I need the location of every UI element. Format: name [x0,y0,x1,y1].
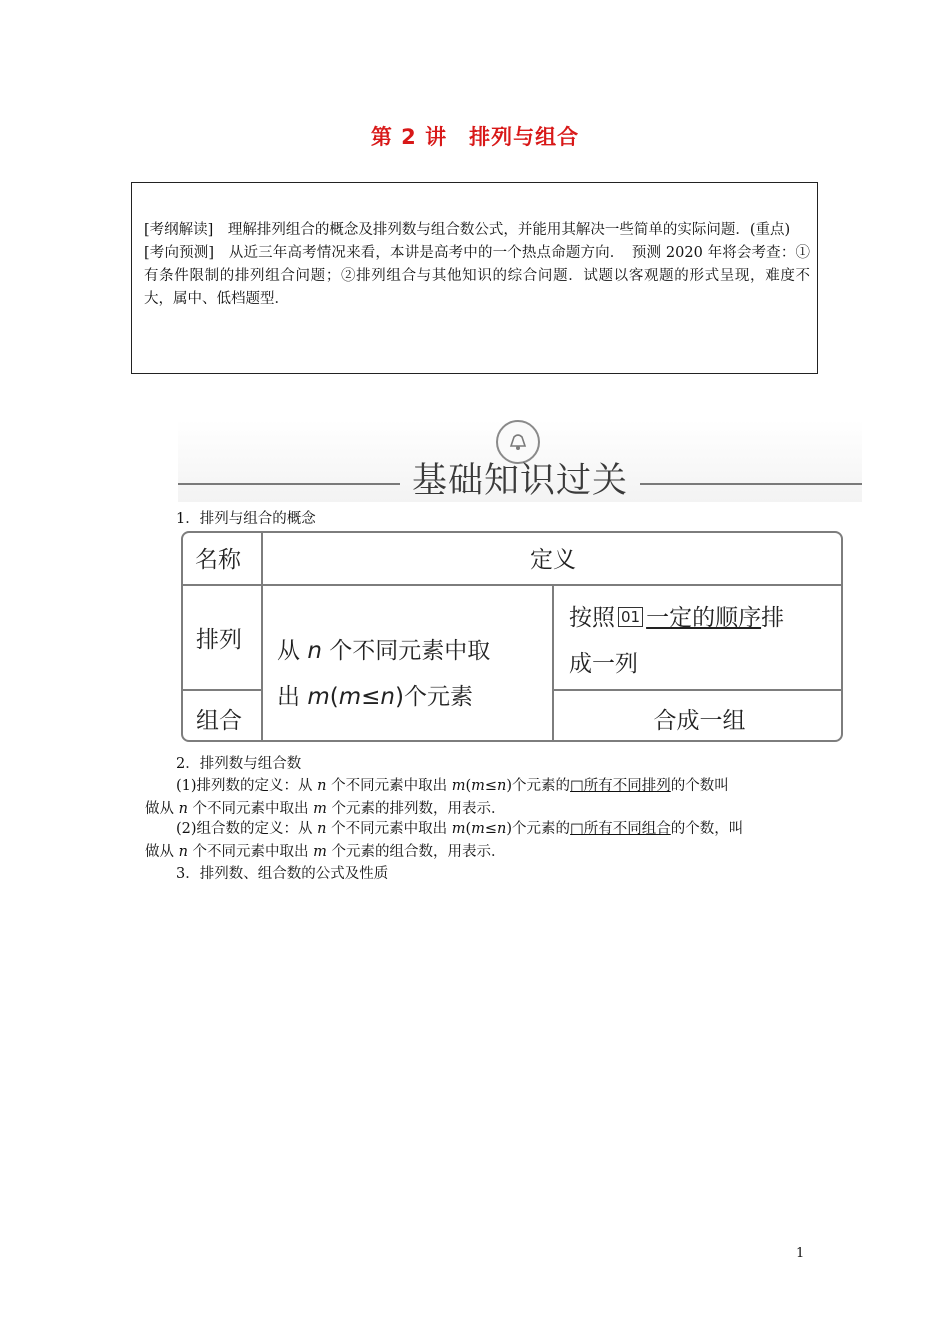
page-title: 第 2 讲 排列与组合 [370,125,580,149]
table-divider [183,689,261,691]
answer-blank: □所有不同排列 [570,778,671,794]
syllabus-label: [考纲解读] [144,222,214,238]
section-banner [178,420,862,502]
shared-definition [277,628,547,720]
answer-box: 01 [618,607,643,627]
shared-definition-line2: 出 m(m≤n)个元素 [277,684,473,710]
syllabus-text: 理解排列组合的概念及排列数与组合数公式，并能用其解决一些简单的实际问题．(重点) [213,222,791,238]
header-definition-cell: 定义 [530,547,576,573]
banner-title: 基础知识过关 [411,461,628,501]
concept-table [181,531,843,742]
page-number: 1 [796,1246,805,1261]
prediction-paragraph [144,242,810,311]
intro-box [131,182,818,374]
combination-definition: 合成一组 [653,708,746,734]
permutation-definition [569,595,839,687]
shared-definition-line1: 从 n 个不同元素中取 [277,638,491,664]
row-permutation-name: 排列 [196,627,242,653]
intro-text [144,219,810,311]
permutation-definition-line1: 按照 01 一定的顺序排 [569,605,785,631]
section-heading-1: 1．排列与组合的概念 [176,511,316,527]
section-heading-3: 3．排列数、组合数的公式及性质 [176,866,389,882]
header-name-cell: 名称 [195,547,241,573]
combination-number-definition: (2)组合数的定义：从 n 个不同元素中取出 m(m≤n)个元素的□所有不同组合的个数，叫 做从 n 个不同元素中取出 m 个元素的组合数，用表示． [145,821,744,860]
section-heading-2: 2．排列数与组合数 [176,756,302,772]
answer-blank: □所有不同组合 [570,821,671,837]
permutation-definition-line2: 成一列 [569,651,638,677]
table-divider [553,689,843,691]
syllabus-paragraph [144,219,810,242]
permutation-number-definition: (1)排列数的定义：从 n 个不同元素中取出 m(m≤n)个元素的□所有不同排列的个数叫 做从 n 个不同元素中取出 m 个元素的排列数，用表示． [145,778,729,817]
prediction-text: 从近三年高考情况来看，本讲是高考中的一个热点命题方向． 预测 2020 年将会考查：①有条件限制的排列组合问题；②排列组合与其他知识的综合问题．试题以客观题的形式呈现，难度不大，属中、低档题型． [144,245,810,307]
table-divider [183,584,843,586]
banner-line-left [178,483,400,485]
banner-line-right [640,483,862,485]
prediction-label: [考向预测] [144,245,215,261]
row-combination-name: 组合 [196,708,242,734]
